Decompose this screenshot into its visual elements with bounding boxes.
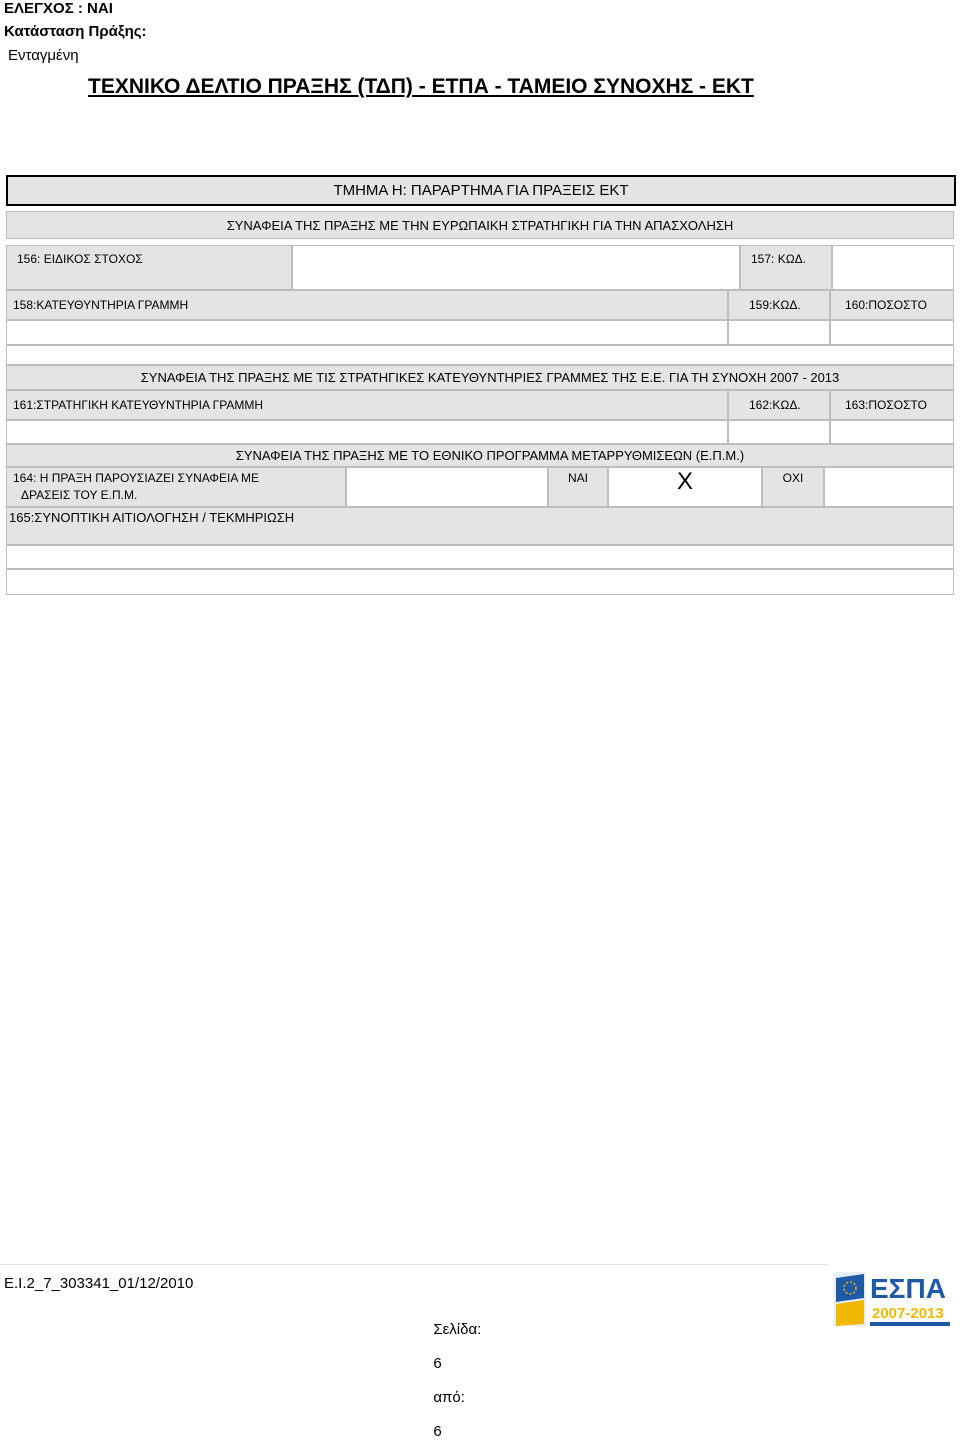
field-161-value[interactable] — [6, 420, 728, 444]
field-156-value[interactable] — [292, 245, 740, 290]
field-160-label: 160:ΠΟΣΟΣΤΟ — [830, 290, 954, 320]
page-title: ΤΕΧΝΙΚΟ ΔΕΛΤΙΟ ΠΡΑΞΗΣ (ΤΔΠ) - ΕΤΠΑ - ΤΑΜΕΙΟ ΣΥΝΟΧΗΣ - ΕΚΤ — [88, 75, 754, 98]
espa-logo — [832, 1268, 952, 1330]
field-160-value[interactable] — [830, 320, 954, 345]
eu-strategy-header: ΣΥΝΑΦΕΙΑ ΤΗΣ ΠΡΑΞΗΣ ΜΕ ΤΗΝ ΕΥΡΩΠΑΙΚΗ ΣΤΡΑΤΗΓΙΚΗ ΓΙΑ ΤΗΝ ΑΠΑΣΧΟΛΗΣΗ — [6, 211, 954, 239]
no-checkbox[interactable] — [824, 467, 954, 507]
field-159-label: 159:ΚΩΔ. — [728, 290, 830, 320]
field-158-label: 158:ΚΑΤΕΥΘΥΝΤΗΡΙΑ ΓΡΑΜΜΗ — [6, 290, 728, 320]
field-162-value[interactable] — [728, 420, 830, 444]
yes-mark: X — [676, 468, 693, 495]
field-159-value[interactable] — [728, 320, 830, 345]
ee-strategy-header: ΣΥΝΑΦΕΙΑ ΤΗΣ ΠΡΑΞΗΣ ΜΕ ΤΙΣ ΣΤΡΑΤΗΓΙΚΕΣ ΚΑΤΕΥΘΥΝΤΗΡΙΕΣ ΓΡΑΜΜΕΣ ΤΗΣ Ε.Ε. ΓΙΑ ΤΗ ΣΥΝΟΧΗ 2007 - 2013 — [6, 365, 954, 390]
page-indicator — [425, 1304, 481, 1440]
footer-divider — [0, 1264, 828, 1265]
no-label: ΟΧΙ — [762, 467, 824, 507]
field-163-value[interactable] — [830, 420, 954, 444]
field-157-label: 157: ΚΩΔ. — [740, 245, 832, 290]
section-heading-text: ΤΜΗΜΑ Η: ΠΑΡΑΡΤΗΜΑ ΓΙΑ ΠΡΑΞΕΙΣ ΕΚΤ — [333, 182, 629, 199]
yes-label: ΝΑΙ — [548, 467, 608, 507]
of-label: από: — [433, 1389, 465, 1406]
section-heading — [6, 175, 956, 206]
logo-text: ΕΣΠΑ — [870, 1273, 946, 1304]
field-165-value-1[interactable] — [6, 545, 954, 569]
spacer-row — [6, 345, 954, 365]
field-164-value[interactable] — [346, 467, 548, 507]
field-163-label: 163:ΠΟΣΟΣΤΟ — [830, 390, 954, 420]
yes-checkbox[interactable] — [608, 467, 762, 507]
field-158-value[interactable] — [6, 320, 728, 345]
field-162-label: 162:ΚΩΔ. — [728, 390, 830, 420]
page-label: Σελίδα: — [433, 1321, 482, 1338]
document-id: Ε.Ι.2_7_303341_01/12/2010 — [4, 1275, 194, 1292]
field-156-label: 156: ΕΙΔΙΚΟΣ ΣΤΟΧΟΣ — [6, 245, 292, 290]
field-164-label — [6, 467, 346, 507]
field-164-line2: ΔΡΑΣΕΙΣ ΤΟΥ Ε.Π.Μ. — [21, 488, 138, 502]
espa-logo-graphic — [832, 1268, 952, 1330]
status-label: Κατάσταση Πράξης: — [4, 23, 147, 40]
field-165-value-2[interactable] — [6, 569, 954, 595]
page-total: 6 — [433, 1423, 442, 1440]
epm-header: ΣΥΝΑΦΕΙΑ ΤΗΣ ΠΡΑΞΗΣ ΜΕ ΤΟ ΕΘΝΙΚΟ ΠΡΟΓΡΑΜΜΑ ΜΕΤΑΡΡΥΘΜΙΣΕΩΝ (Ε.Π.Μ.) — [6, 444, 954, 467]
status-value: Ενταγμένη — [8, 47, 79, 64]
field-161-label: 161:ΣΤΡΑΤΗΓΙΚΗ ΚΑΤΕΥΘΥΝΤΗΡΙΑ ΓΡΑΜΜΗ — [6, 390, 728, 420]
page-number: 6 — [433, 1355, 442, 1372]
field-165-label: 165:ΣΥΝΟΠΤΙΚΗ ΑΙΤΙΟΛΟΓΗΣΗ / ΤΕΚΜΗΡΙΩΣΗ — [6, 507, 954, 545]
field-157-value[interactable] — [832, 245, 954, 290]
logo-years: 2007-2013 — [872, 1305, 944, 1322]
check-status: ΕΛΕΓΧΟΣ : ΝΑΙ — [4, 0, 113, 17]
field-164-line1: 164: Η ΠΡΑΞΗ ΠΑΡΟΥΣΙΑΖΕΙ ΣΥΝΑΦΕΙΑ ΜΕ — [13, 471, 259, 485]
